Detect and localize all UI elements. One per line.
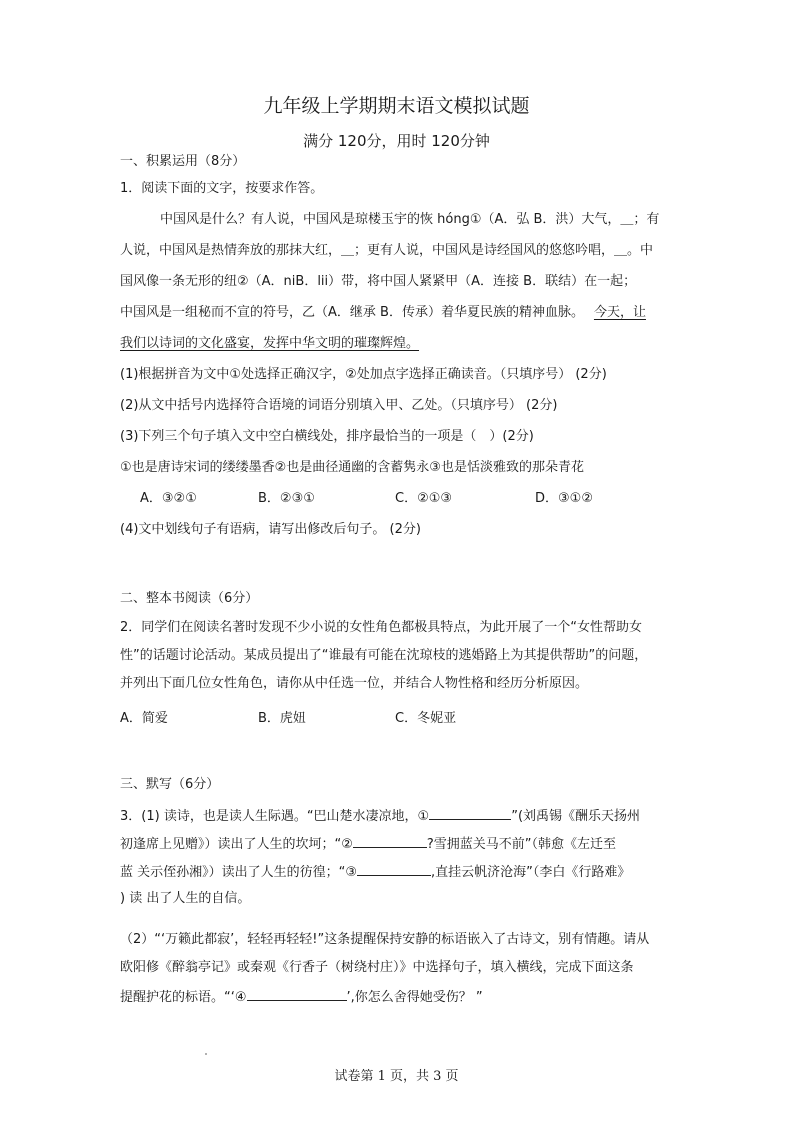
underlined-sentence-start: 今天，让 bbox=[593, 305, 646, 320]
passage-line-4 bbox=[120, 304, 646, 322]
q3-line-2-start: 初逢席上见赠》）读出了人生的坎坷；“② bbox=[120, 837, 353, 852]
q1-stem: 1．阅读下面的文字，按要求作答。 bbox=[120, 181, 324, 196]
passage-line-4-text: 中国风是一组秘而不宣的符号，乙（A．继承 B．传承）着华夏民族的精神血脉。 bbox=[120, 305, 584, 320]
exam-title: 九年级上学期期末语文模拟试题 bbox=[263, 95, 530, 117]
q3-line-1 bbox=[120, 806, 640, 826]
page-footer: 试卷第 1 页，共 3 页 bbox=[334, 1069, 459, 1084]
q3-line-1-start: 3．(1) 读诗，也是读人生际遇。“巴山楚水凄凉地，① bbox=[120, 809, 430, 824]
sub-question-4: (4)文中划线句子有语病，请写出修改后句子。 (2分) bbox=[120, 522, 421, 537]
q3-2-line-3-start: 提醒护花的标语。“‘④ bbox=[120, 990, 247, 1005]
option-b: B．②③① bbox=[258, 491, 315, 506]
section-2-heading: 二、整本书阅读（6分） bbox=[120, 591, 259, 606]
answer-blank-4[interactable] bbox=[247, 987, 347, 1001]
option-d: D．③①② bbox=[535, 491, 593, 506]
q2-option-a: A．简爱 bbox=[120, 711, 168, 726]
q3-2-line-2: 欧阳修《醉翁亭记》或秦观《行香子（树绕村庄）》中选择句子，填入横线，完成下面这条 bbox=[120, 960, 634, 975]
answer-blank-2[interactable] bbox=[353, 834, 427, 848]
q3-2-line-3-end: ’,你怎么舍得她受伤？ ” bbox=[346, 990, 483, 1005]
section-3-heading: 三、默写（6分） bbox=[120, 777, 220, 792]
option-a: A．③②① bbox=[140, 491, 197, 506]
q3-line-3 bbox=[120, 862, 630, 882]
q3-line-4: ) 读 出了人生的自信。 bbox=[120, 891, 251, 906]
passage-line-2: 人说，中国风是热情奔放的那抹大红，＿；更有人说，中国风是诗经国风的悠悠吟唱，＿。中 bbox=[120, 243, 654, 258]
passage-line-1: 中国风是什么？有人说，中国风是琼楼玉宇的恢 hóng①（A．弘 B．洪）大气，＿；有 bbox=[160, 212, 660, 227]
q3-line-3-end: ,直挂云帆济沧海”（李白《行路难》 bbox=[431, 865, 631, 880]
q2-option-b: B．虎妞 bbox=[258, 711, 306, 726]
q3-2-line-3 bbox=[120, 987, 483, 1007]
section-1-heading: 一、积累运用（8分） bbox=[120, 154, 246, 169]
q2-option-c: C．冬妮亚 bbox=[395, 711, 457, 726]
q2-line-3: 并列出下面几位女性角色，请你从中任选一位，并结合人物性格和经历分析原因。 bbox=[120, 676, 589, 691]
answer-blank-1[interactable] bbox=[429, 806, 511, 820]
q2-line-1: 2．同学们在阅读名著时发现不少小说的女性角色都极具特点，为此开展了一个“女性帮助女 bbox=[120, 620, 643, 635]
q3-line-2-end: ?雪拥蓝关马不前”（韩愈《左迁至 bbox=[426, 837, 617, 852]
q3-line-1-end: ”(刘禹锡《酬乐天扬州 bbox=[511, 809, 641, 824]
scan-speck bbox=[205, 1053, 207, 1055]
exam-subtitle: 满分 120分，用时 120分钟 bbox=[303, 132, 490, 150]
sub-question-2: (2)从文中括号内选择符合语境的词语分别填入甲、乙处。（只填序号） (2分) bbox=[120, 398, 558, 413]
q3-line-2 bbox=[120, 834, 616, 854]
option-c: C．②①③ bbox=[395, 491, 453, 506]
q2-line-2: 性”的话题讨论活动。某成员提出了“谁最有可能在沈琼枝的逃婚路上为其提供帮助”的问题， bbox=[120, 648, 648, 663]
answer-blank-3[interactable] bbox=[357, 862, 431, 876]
q3-line-3-start: 蓝 关示侄孙湘》）读出了人生的彷徨；“③ bbox=[120, 865, 358, 880]
sub-question-3: (3)下列三个句子填入文中空白横线处，排序最恰当的一项是（ ）(2分) bbox=[120, 429, 534, 444]
underlined-sentence-end: 我们以诗词的文化盛宴，发挥中华文明的璀璨辉煌。 bbox=[120, 336, 420, 351]
sub-question-3-sentences: ①也是唐诗宋词的缕缕墨香②也是曲径通幽的含蓄隽永③也是恬淡雅致的那朵青花 bbox=[120, 460, 584, 475]
passage-line-3: 国风像一条无形的纽②（A．niB．lii）带，将中国人紧紧甲（A．连接 B．联结）在一起； bbox=[120, 274, 637, 289]
sub-question-1: (1)根据拼音为文中①处选择正确汉字，②处加点字选择正确读音。（只填序号） (2分) bbox=[120, 367, 607, 382]
q3-2-line-1: （2）“‘万籁此都寂’，轻轻再轻轻!”这条提醒保持安静的标语嵌入了古诗文，别有情趣。请从 bbox=[120, 932, 650, 947]
